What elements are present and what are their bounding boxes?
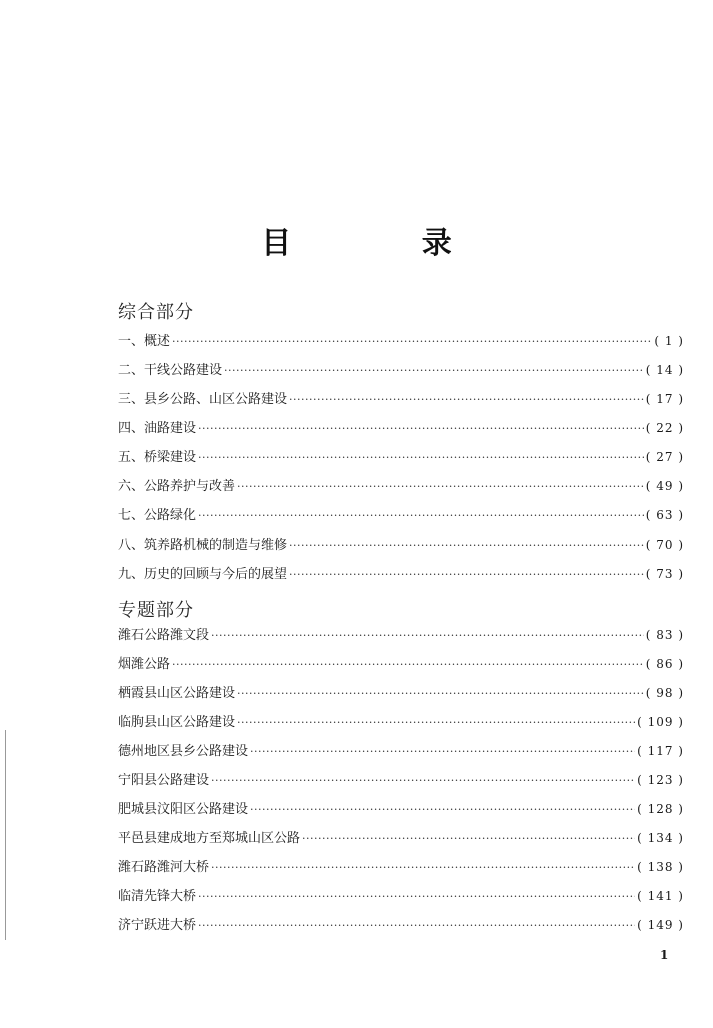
toc-entry-label: 平邑县建成地方至郑城山区公路: [118, 831, 301, 846]
toc-entry[interactable]: [118, 827, 684, 849]
toc-entry-page: ( 1 ): [654, 334, 684, 348]
toc-entry-page: ( 86 ): [645, 657, 684, 671]
toc-entry[interactable]: [118, 914, 684, 936]
toc-leader-dots: [237, 476, 644, 498]
toc-entry-label: 四、油路建设: [118, 421, 197, 436]
toc-entry[interactable]: [118, 682, 684, 704]
toc-leader-dots: [289, 389, 644, 411]
toc-entry[interactable]: [118, 711, 684, 733]
toc-leader-dots: [250, 741, 635, 763]
toc-entry-page: ( 128 ): [637, 802, 684, 816]
toc-entry-page: ( 22 ): [645, 421, 684, 435]
toc-leader-dots: [289, 535, 644, 557]
page-title: 目 录: [261, 226, 512, 261]
toc-entry-label: 七、公路绿化: [118, 508, 197, 523]
section-heading-special: 专题部分: [118, 600, 194, 621]
toc-leader-dots: [302, 828, 635, 850]
toc-leader-dots: [198, 915, 635, 937]
toc-entry-label: 潍石路潍河大桥: [118, 860, 210, 875]
toc-entry-label: 临朐县山区公路建设: [118, 715, 236, 730]
toc-entry-page: ( 73 ): [645, 567, 684, 581]
toc-entry[interactable]: [118, 798, 684, 820]
toc-leader-dots: [289, 564, 644, 586]
toc-entry[interactable]: [118, 624, 684, 646]
page-number: 1: [660, 948, 669, 962]
toc-leader-dots: [172, 654, 644, 676]
toc-entry-label: 济宁跃进大桥: [118, 918, 197, 933]
section-heading-comprehensive: 综合部分: [118, 302, 194, 323]
toc-entry[interactable]: [118, 769, 684, 791]
toc-leader-dots: [198, 505, 644, 527]
toc-entry-page: ( 134 ): [637, 831, 684, 845]
toc-entry[interactable]: [118, 417, 684, 439]
toc-entry-page: ( 149 ): [637, 918, 684, 932]
toc-leader-dots: [224, 360, 644, 382]
toc-entry[interactable]: [118, 330, 684, 352]
toc-entry-label: 肥城县汶阳区公路建设: [118, 802, 249, 817]
toc-leader-dots: [211, 770, 635, 792]
toc-leader-dots: [172, 331, 652, 353]
toc-entry-page: ( 63 ): [645, 508, 684, 522]
toc-entry-page: ( 141 ): [637, 889, 684, 903]
toc-entry-page: ( 98 ): [645, 686, 684, 700]
toc-entry-page: ( 109 ): [637, 715, 684, 729]
toc-entry-label: 二、干线公路建设: [118, 363, 223, 378]
toc-entry-label: 三、县乡公路、山区公路建设: [118, 392, 288, 407]
toc-entry-label: 八、筑养路机械的制造与维修: [118, 538, 288, 553]
scan-edge-mark: [5, 730, 6, 940]
toc-entry-label: 潍石公路潍文段: [118, 628, 210, 643]
toc-entry-label: 一、概述: [118, 334, 171, 349]
toc-entry-page: ( 83 ): [645, 628, 684, 642]
toc-entry-page: ( 17 ): [645, 392, 684, 406]
toc-entry[interactable]: [118, 885, 684, 907]
toc-entry-page: ( 138 ): [637, 860, 684, 874]
toc-entry-page: ( 117 ): [637, 744, 684, 758]
toc-entry-page: ( 123 ): [637, 773, 684, 787]
toc-entry-label: 烟潍公路: [118, 657, 171, 672]
toc-leader-dots: [237, 683, 644, 705]
toc-entry[interactable]: [118, 534, 684, 556]
toc-entry-label: 六、公路养护与改善: [118, 479, 236, 494]
toc-entry-label: 五、桥梁建设: [118, 450, 197, 465]
toc-entry[interactable]: [118, 856, 684, 878]
toc-leader-dots: [211, 857, 635, 879]
toc-leader-dots: [250, 799, 635, 821]
toc-entry-page: ( 70 ): [645, 538, 684, 552]
toc-leader-dots: [237, 712, 635, 734]
toc-entry[interactable]: [118, 446, 684, 468]
toc-leader-dots: [198, 418, 644, 440]
toc-leader-dots: [211, 625, 644, 647]
toc-entry-label: 栖霞县山区公路建设: [118, 686, 236, 701]
toc-entry[interactable]: [118, 388, 684, 410]
toc-leader-dots: [198, 886, 635, 908]
toc-entry[interactable]: [118, 359, 684, 381]
toc-entry-page: ( 27 ): [645, 450, 684, 464]
toc-entry[interactable]: [118, 504, 684, 526]
toc-entry[interactable]: [118, 563, 684, 585]
toc-entry-page: ( 14 ): [645, 363, 684, 377]
toc-entry[interactable]: [118, 475, 684, 497]
toc-leader-dots: [198, 447, 644, 469]
toc-entry-label: 九、历史的回顾与今后的展望: [118, 567, 288, 582]
toc-entry[interactable]: [118, 653, 684, 675]
toc-entry-label: 临清先锋大桥: [118, 889, 197, 904]
toc-entry-label: 宁阳县公路建设: [118, 773, 210, 788]
toc-entry-label: 德州地区县乡公路建设: [118, 744, 249, 759]
toc-entry-page: ( 49 ): [645, 479, 684, 493]
toc-entry[interactable]: [118, 740, 684, 762]
